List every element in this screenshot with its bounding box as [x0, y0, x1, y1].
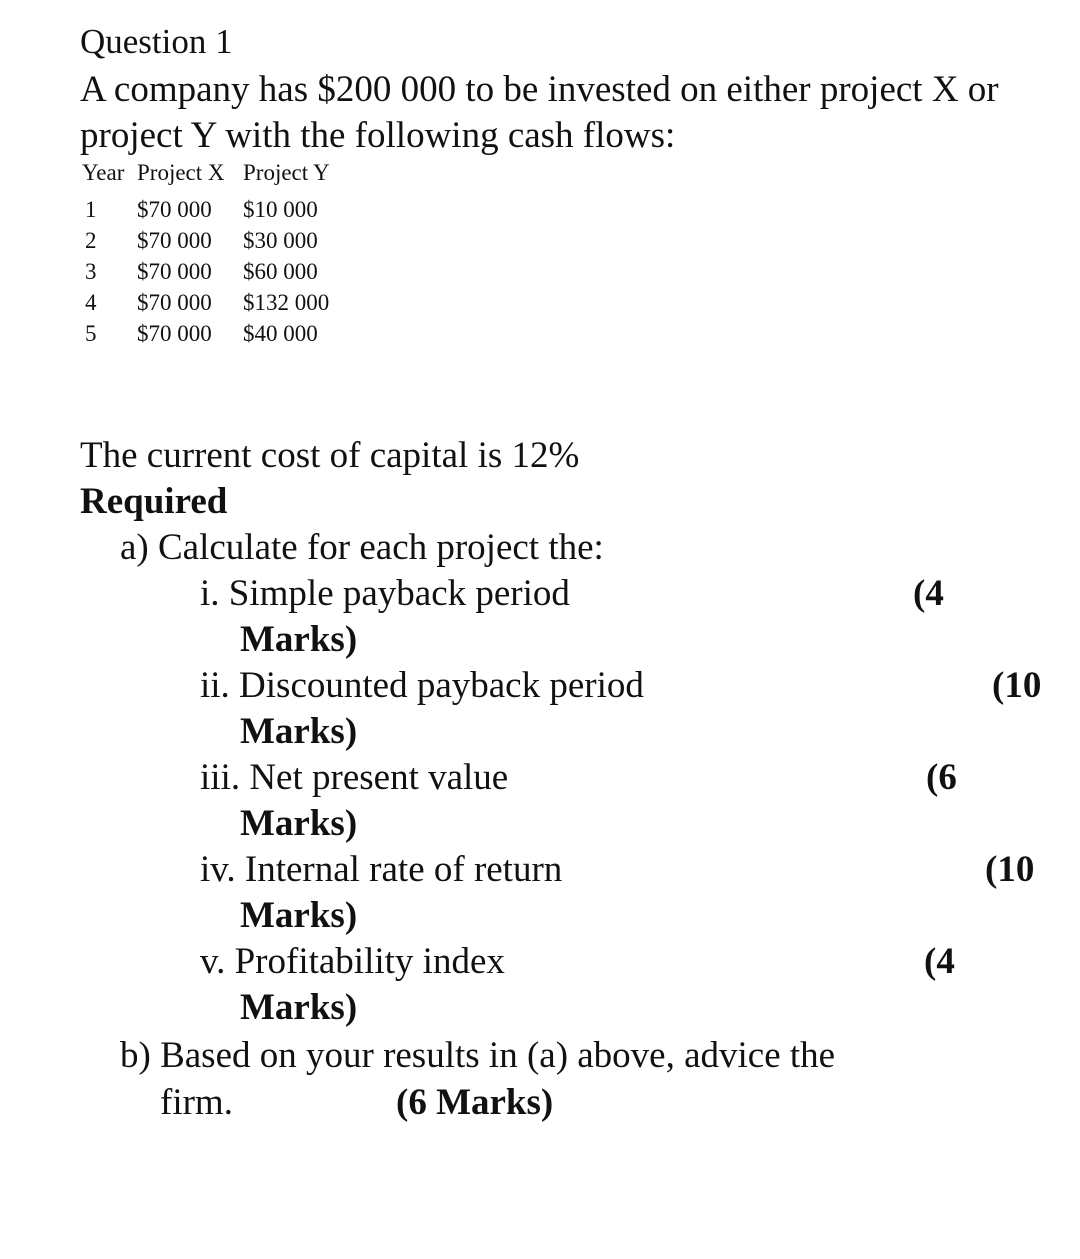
- part-b-line-1: b) Based on your results in (a) above, advice the: [120, 1035, 836, 1076]
- cell-year: 1: [85, 196, 97, 222]
- cell-project-y: $60 000: [243, 258, 318, 284]
- cell-project-x: $70 000: [137, 258, 212, 284]
- part-a-item-mark-unit: Marks): [240, 711, 358, 752]
- question-intro-line-2: project Y with the following cash flows:: [80, 115, 676, 156]
- cell-project-x: $70 000: [137, 320, 212, 346]
- part-a-item-mark: (4: [924, 941, 955, 982]
- part-a-item-label: v. Profitability index: [200, 941, 505, 982]
- required-heading: Required: [80, 481, 228, 522]
- part-a-item-mark: (4: [913, 573, 944, 614]
- table-row: [82, 256, 334, 287]
- part-a-item-label: i. Simple payback period: [200, 573, 570, 614]
- cell-year: 3: [85, 258, 97, 284]
- table-row: [82, 287, 334, 318]
- header-year: Year: [82, 160, 125, 185]
- cell-project-x: $70 000: [137, 227, 212, 253]
- table-row: [82, 318, 334, 349]
- cell-year: 4: [85, 289, 97, 315]
- cash-flow-header-row: [82, 160, 334, 194]
- part-a-item-mark-unit: Marks): [240, 987, 358, 1028]
- cell-project-y: $10 000: [243, 196, 318, 222]
- cell-project-x: $70 000: [137, 196, 212, 222]
- part-a-item-mark-unit: Marks): [240, 619, 358, 660]
- part-a-item-mark: (10: [992, 665, 1042, 706]
- part-a-item-mark: (6: [926, 757, 957, 798]
- table-row: [82, 194, 334, 225]
- part-a-item-label: iv. Internal rate of return: [200, 849, 563, 890]
- part-a-item-label: ii. Discounted payback period: [200, 665, 644, 706]
- cost-of-capital: The current cost of capital is 12%: [80, 435, 580, 476]
- cell-project-y: $40 000: [243, 320, 318, 346]
- part-a-item-mark: (10: [985, 849, 1035, 890]
- cash-flow-table: [82, 160, 334, 349]
- cell-year: 2: [85, 227, 97, 253]
- part-a-intro: a) Calculate for each project the:: [120, 527, 604, 568]
- cell-project-y: $132 000: [243, 289, 330, 315]
- table-row: [82, 225, 334, 256]
- part-a-item-mark-unit: Marks): [240, 895, 358, 936]
- part-b-marks: (6 Marks): [396, 1082, 554, 1123]
- part-a-item-label: iii. Net present value: [200, 757, 509, 798]
- question-title: Question 1: [80, 22, 233, 61]
- question-intro-line-1: A company has $200 000 to be invested on either project X or: [80, 69, 999, 110]
- part-a-item-mark-unit: Marks): [240, 803, 358, 844]
- header-project-y: Project Y: [243, 160, 330, 185]
- cell-year: 5: [85, 320, 97, 346]
- part-b-line-2: firm.: [160, 1082, 233, 1123]
- cell-project-y: $30 000: [243, 227, 318, 253]
- cell-project-x: $70 000: [137, 289, 212, 315]
- header-project-x: Project X: [137, 160, 225, 185]
